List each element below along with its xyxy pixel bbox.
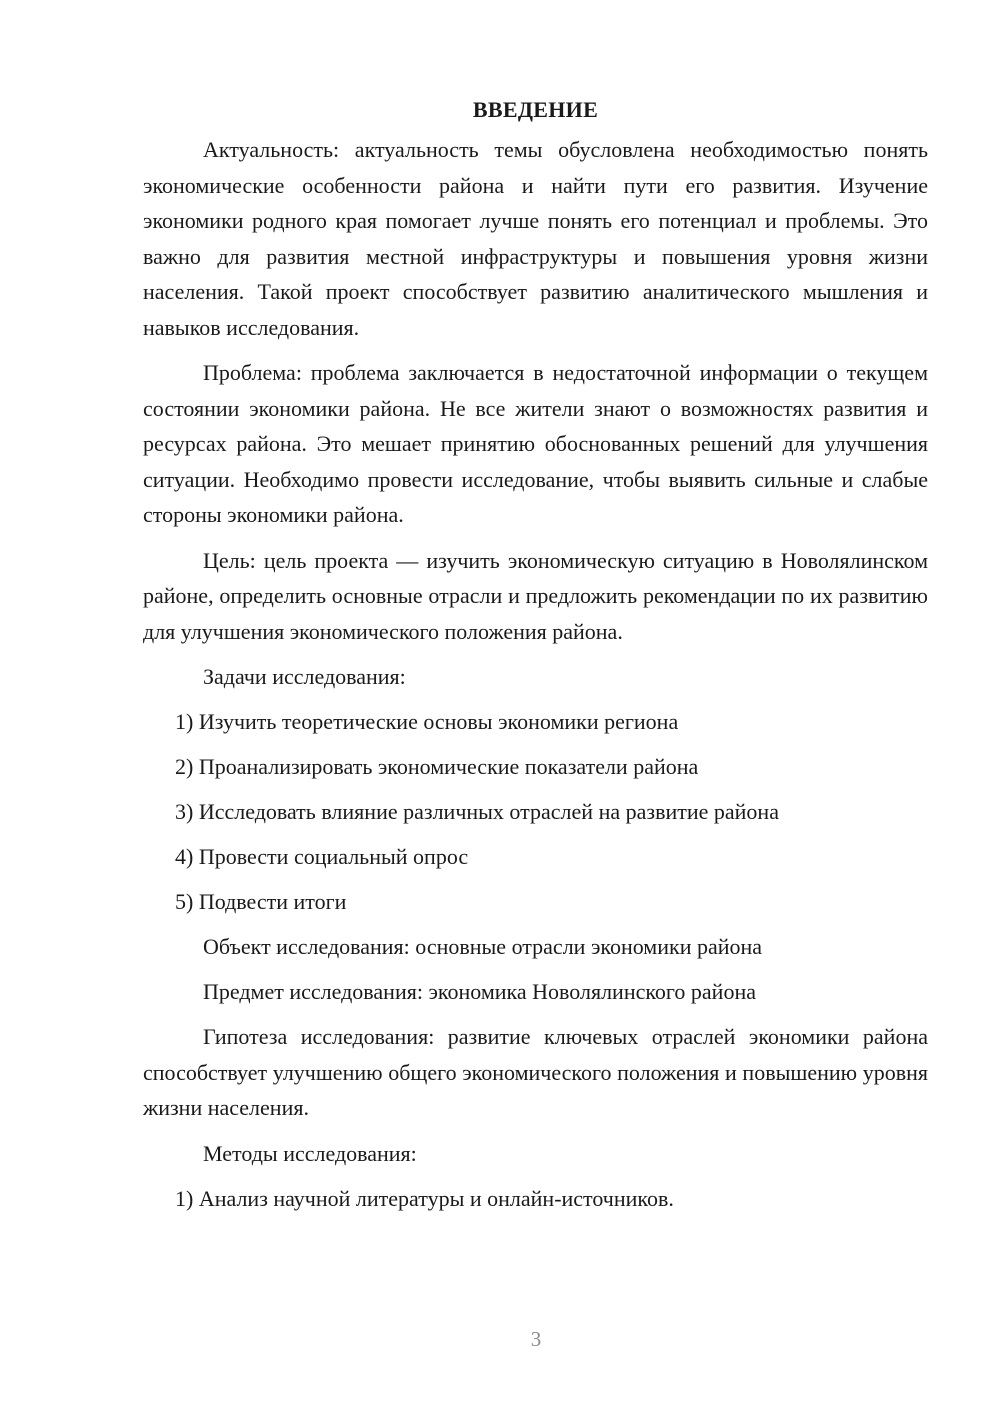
methods-heading: Методы исследования:: [203, 1140, 417, 1166]
page-title: ВВЕДЕНИЕ: [472, 97, 599, 122]
problem-paragraph: Проблема: проблема заключается в недостаточной информации о текущем состоянии экономики района. Не все жители знают о возможностях развития и ресурсах района. Это мешает принятию обоснованных решений для улучшения ситуации. Необходимо провести исследование, чтобы выявить сильные и слабые стороны экономики района.: [143, 360, 928, 527]
research-subject: Предмет исследования: экономика Новолялинского района: [203, 979, 756, 1004]
tasks-heading: Задачи исследования:: [203, 664, 406, 689]
tasks-list: [143, 704, 928, 920]
goal-paragraph: Цель: цель проекта — изучить экономическую ситуацию в Новолялинском районе, определить основные отрасли и предложить рекомендации по их развитию для улучшения экономического положения района.: [143, 547, 928, 644]
hypothesis-paragraph: Гипотеза исследования: развитие ключевых отраслей экономики района способствует улучшению общего экономического положения и повышению уровня жизни населения.: [143, 1024, 928, 1120]
list-item: 3) Исследовать влияние различных отраслей на развитие района: [175, 799, 779, 824]
page-number: 3: [530, 1327, 542, 1351]
list-item: 1) Анализ научной литературы и онлайн-источников.: [175, 1185, 674, 1211]
list-item: 2) Проанализировать экономические показатели района: [175, 754, 699, 779]
list-item: 1) Изучить теоретические основы экономики региона: [175, 709, 679, 734]
document-page: [143, 92, 928, 1226]
relevance-paragraph: Актуальность: актуальность темы обусловлена необходимостью понять экономические особенности района и найти пути его развития. Изучение экономики родного края помогает лучше понять его потенциал и проблемы. Это важно для развития местной инфраструктуры и повышения уровня жизни населения. Такой проект способствует развитию аналитического мышления и навыков исследования.: [143, 137, 928, 340]
research-object: Объект исследования: основные отрасли экономики района: [203, 934, 763, 959]
list-item: 4) Провести социальный опрос: [175, 844, 469, 869]
methods-list: [143, 1181, 928, 1217]
list-item: 5) Подвести итоги: [175, 889, 347, 914]
